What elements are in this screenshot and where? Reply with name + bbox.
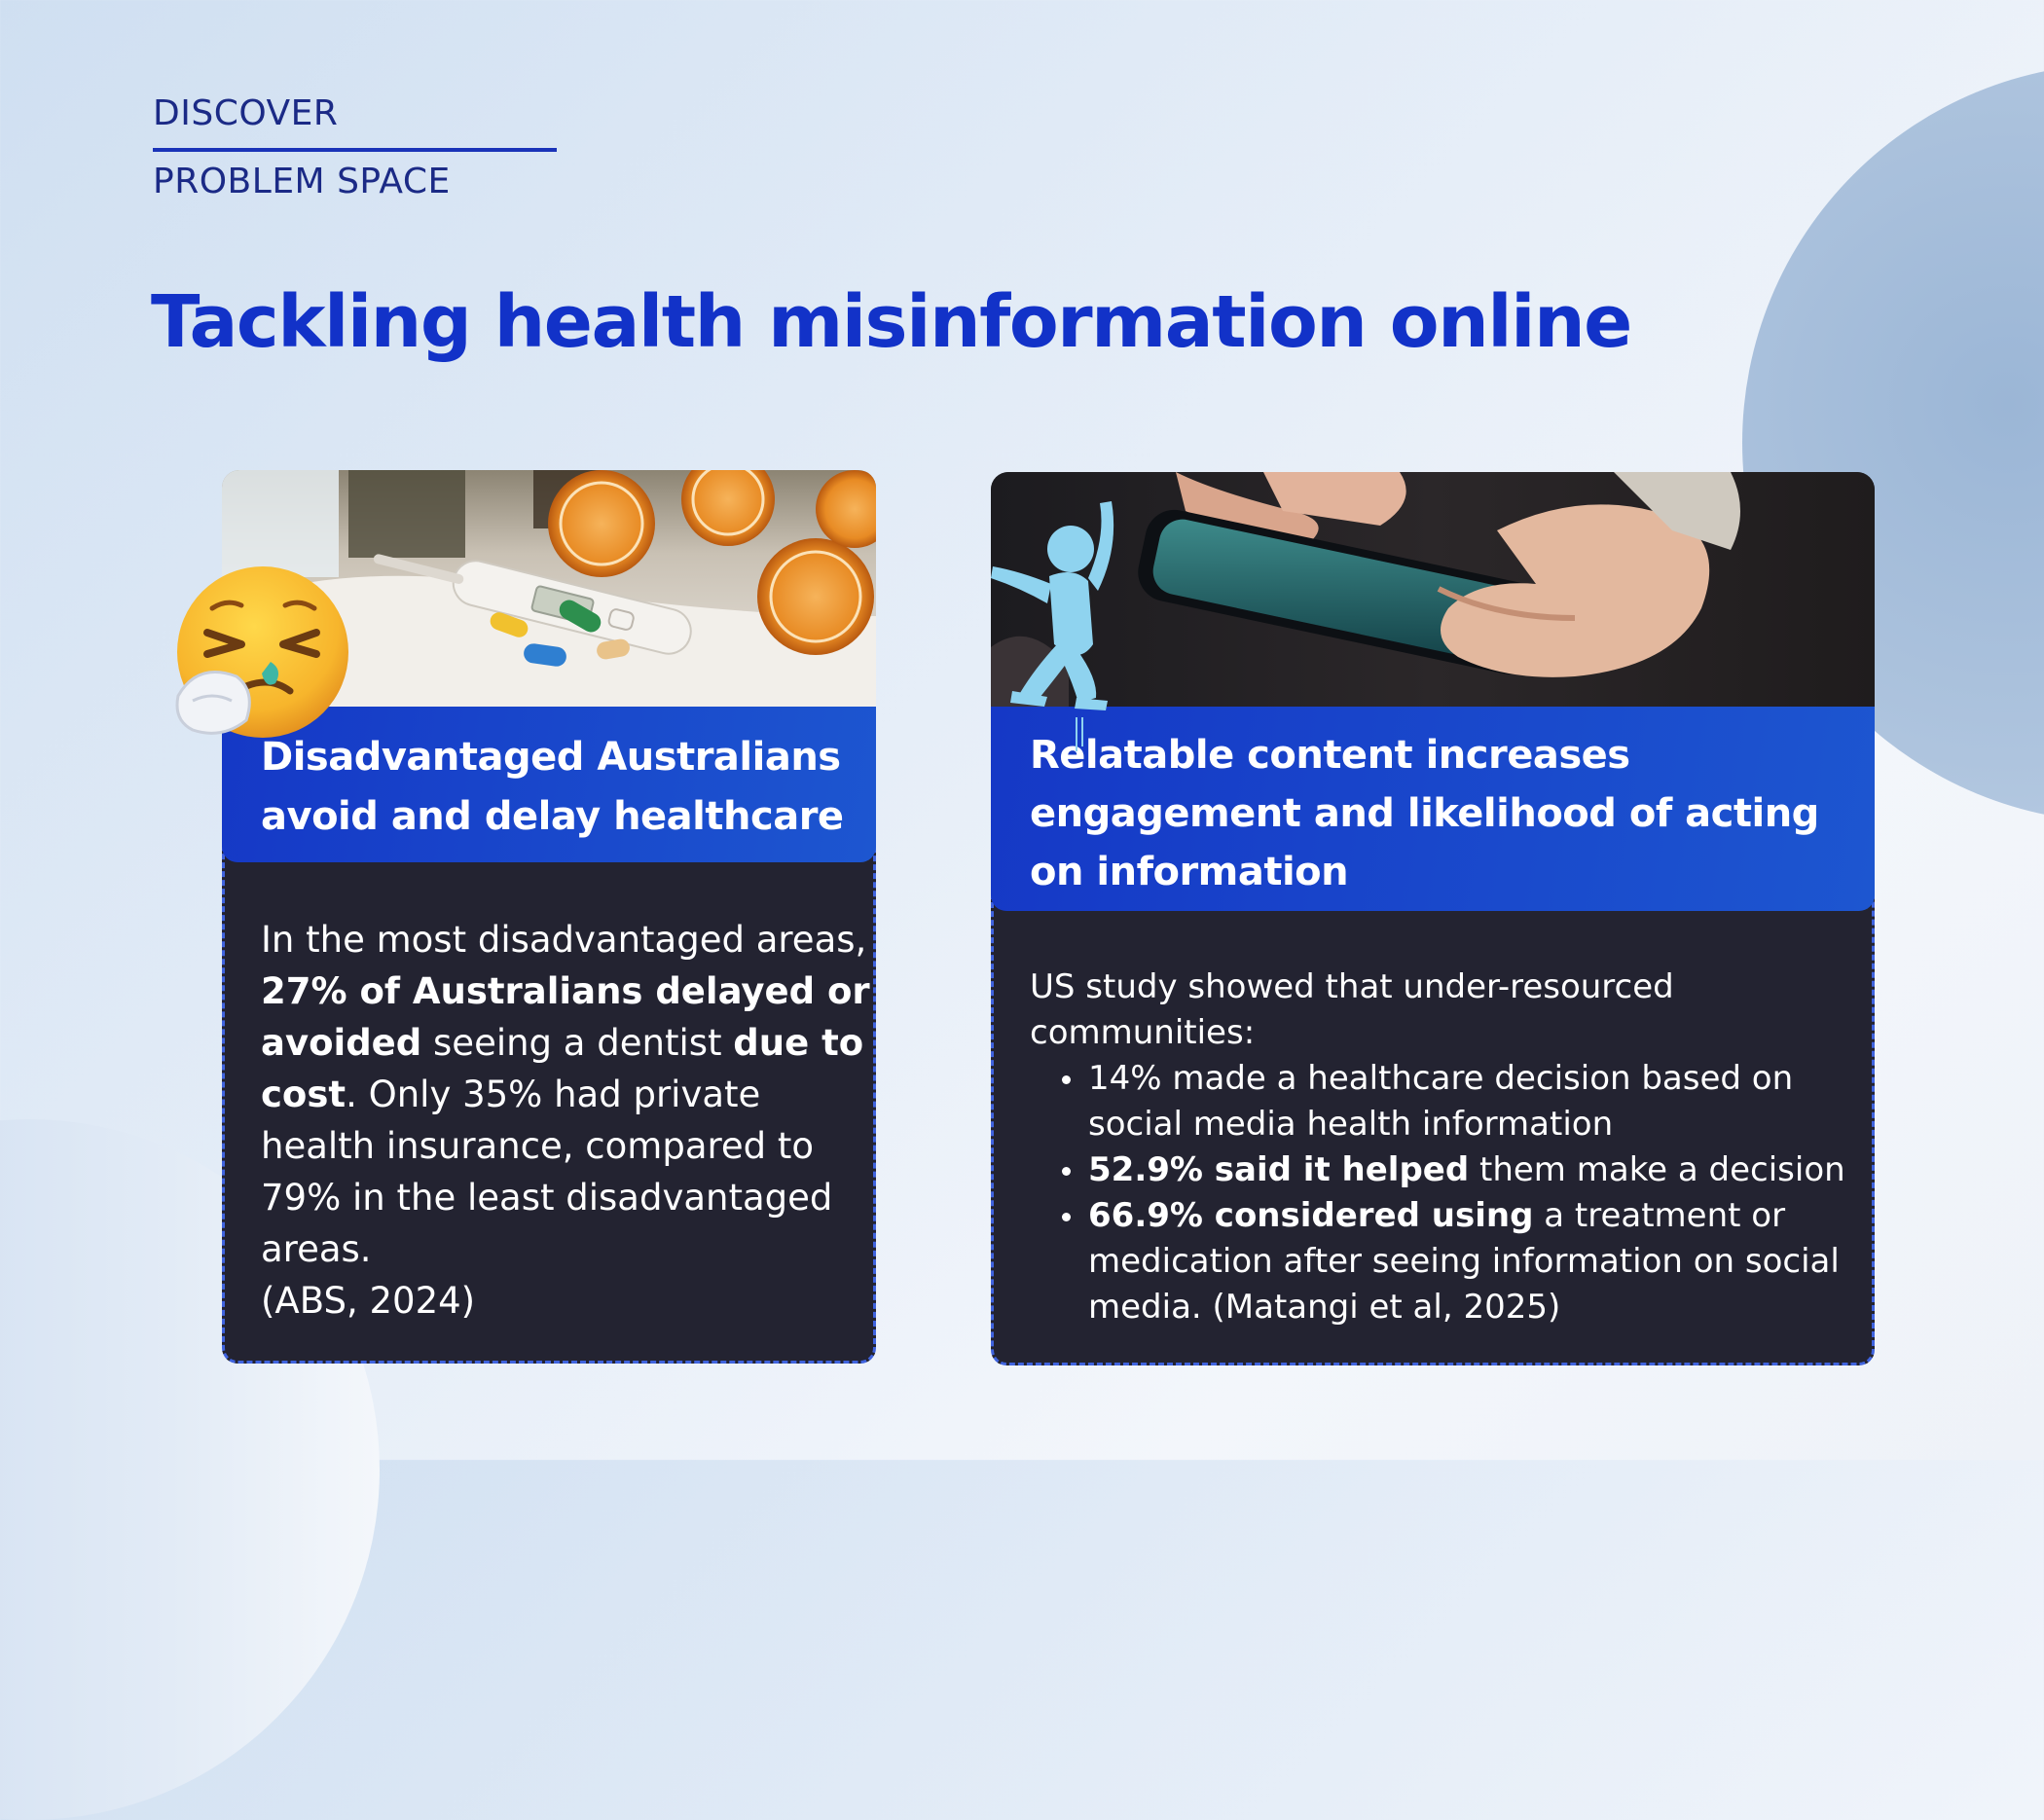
body-highlight-1: 27% of Australians delayed or avoided [261, 970, 870, 1064]
body-intro: US study showed that under-resourced communities: [1030, 967, 1674, 1052]
list-item-highlight: 52.9% said it helped [1088, 1150, 1470, 1189]
list-item [1086, 1147, 1857, 1193]
sneezing-face-emoji-icon [168, 564, 358, 740]
card-relatable-content [991, 472, 1875, 1365]
card-heading-text: Relatable content increases engagement and likelihood of acting on information [1030, 733, 1819, 894]
body-text-3: . Only 35% had private health insurance, compared to 79% in the least disadvantaged areas. [261, 1074, 833, 1270]
stat-list [1030, 1056, 1857, 1330]
list-item-highlight: 66.9% considered using [1088, 1196, 1534, 1235]
list-item-text: a treatment or medication after seeing information on social media. (Matangi et al, 2025) [1088, 1196, 1840, 1327]
citation: (ABS, 2024) [261, 1280, 476, 1322]
body-text-2: seeing a dentist [421, 1022, 734, 1064]
list-item-text: 14% made a healthcare decision based on social media health information [1088, 1059, 1794, 1144]
eyebrow-divider [153, 148, 557, 152]
body-highlight-2: due to cost [261, 1022, 864, 1115]
card-body-text [1030, 965, 1857, 1330]
body-text-1: In the most disadvantaged areas, [261, 919, 867, 961]
hands-holding-smartphone-photo [991, 472, 1875, 709]
list-item [1086, 1056, 1857, 1147]
list-item [1086, 1193, 1857, 1330]
jumping-person-figure-icon [991, 498, 1122, 751]
card-heading-text: Disadvantaged Australians avoid and delay healthcare [261, 735, 844, 839]
list-item-text: them make a decision [1469, 1150, 1845, 1189]
card-body-text [261, 914, 874, 1327]
card-heading [991, 707, 1875, 911]
eyebrow-problem-space: PROBLEM SPACE [153, 162, 451, 201]
page-title: Tackling health misinformation online [151, 280, 1631, 364]
eyebrow-discover: DISCOVER [153, 93, 339, 133]
